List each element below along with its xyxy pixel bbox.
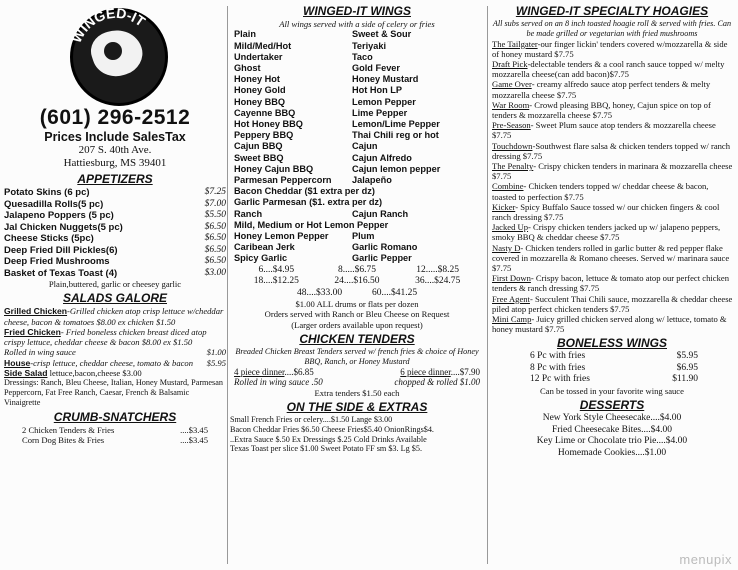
wing-flavor: Thai Chili reg or hot [352, 130, 439, 141]
divider [487, 6, 488, 564]
item-name: Corn Dog Bites & Fries [22, 435, 105, 446]
wing-flavor: Lemon Pepper [352, 96, 416, 107]
item-name: 2 Chicken Tenders & Fries [22, 424, 115, 435]
hoagie-name: Touchdown [492, 140, 533, 151]
item-price: $6.95 [676, 362, 698, 373]
address-line-2: Hattiesburg, MS 39401 [63, 157, 167, 169]
wing-flavor-grid [230, 29, 484, 186]
tenders-options: 4 piece dinner....$6.85 6 piece dinner....$7.90 Rolled in wing sauce .50 chopped & rolled $1.00 [234, 366, 480, 388]
hoagie-name: First Down [492, 273, 531, 284]
appetizer-item [4, 245, 226, 257]
wing-flavor: Teriyaki [352, 40, 387, 51]
wing-flavor: Honey Mustard [352, 74, 419, 85]
phone-number[interactable]: (601) 296-2512 [39, 106, 191, 129]
bacon-cheddar-flavor: Bacon Cheddar ($1 extra per dz) [234, 186, 375, 197]
address-line-1: 207 S. 40th Ave. [78, 144, 152, 156]
salad-grilled: Grilled Chicken-Grilled chicken atop crisp lettuce w/cheddar cheese, bacon & tomatoes $8.00 ex chicken $1.50 [4, 306, 224, 327]
item-price: $3.00 [204, 267, 226, 278]
wing-flavor: Hot Hon LP [352, 85, 403, 96]
salad-side: Side Salad lettuce,bacon,cheese $3.00 [4, 368, 142, 379]
hoagie-desc: -Southwest flare salsa & chicken tenders topped w/ ranch dressing $7.75 [492, 140, 731, 161]
boneless-item [490, 374, 734, 386]
wing-flavor: Honey BBQ [234, 96, 286, 107]
wing-flavor: Sweet BBQ [234, 152, 284, 163]
hoagie-desc: - Crowd pleasing BBQ, honey, Cajun spice on top of tenders & mozzarella cheese $7.75 [492, 99, 711, 121]
side-line-3: ..Extra Sauce $.50 Ex Dressings $.25 Cold Drinks Available [230, 434, 427, 444]
item-name: 6 Pc with fries [530, 351, 586, 362]
wing-flavor: Spicy Garlic [234, 253, 288, 264]
item-name: Potato Skins (6 pc) [4, 187, 90, 198]
hoagie-name: Nasty D [492, 242, 521, 253]
desserts-title: DESSERTS [579, 398, 645, 413]
item-price: $7.25 [204, 187, 226, 197]
item-name: Deep Fried Mushrooms [4, 256, 110, 267]
side-line-2: Bacon Cheddar Fries $6.50 Cheese Fries$5.40 OnionRings$4. [230, 424, 434, 434]
wing-flavor: Lime Pepper [352, 107, 408, 118]
hoagie-name: Draft Pick [492, 59, 528, 69]
wing-flavor: Ghost [234, 62, 261, 73]
boneless-title: BONELESS WINGS [556, 336, 667, 351]
side-extras-title: ON THE SIDE & EXTRAS [286, 400, 428, 415]
wings-subtitle: All wings served with a side of celery or fries [279, 19, 435, 29]
hoagies-subtitle: All subs served on an 8 inch toasted hoagie roll & served with fries. Can be made grilled or vegetarian with fried mushrooms [492, 19, 732, 38]
wing-flavor: Cajun [352, 141, 378, 152]
wing-prices [230, 265, 484, 288]
appetizer-item [4, 233, 226, 245]
dessert-item: Key Lime or Chocolate trio Pie....$4.00 [536, 436, 688, 447]
hoagie-name: Mini Camp [492, 314, 532, 325]
middle-column [230, 0, 484, 570]
kids-item [22, 425, 208, 435]
wings-note-3: (Larger orders available upon request) [291, 319, 423, 330]
wing-flavor: Gold Fever [352, 62, 400, 73]
wing-flavor: Honey Gold [234, 85, 286, 96]
wing-price: 60....$41.25 [371, 287, 418, 298]
winged-it-logo [62, 4, 170, 104]
hoagie-desc: - Juicy grilled chicken served along w/ lettuce, tomato & honey mustard $7.75 [492, 314, 727, 335]
wing-price: 18....$12.25 [253, 276, 299, 287]
wing-flavor: Honey Cajun BBQ [234, 163, 314, 174]
item-price: $7.00 [204, 198, 226, 209]
side-line-1: Small French Fries or celery....$1.50 Lange $3.00 [230, 415, 393, 425]
salad-fried-wing: Rolled in wing sauce $1.00 [4, 347, 226, 358]
hoagie-desc: -our finger lickin' tenders covered w/mozzarella & side of honey mustard $7.75 [492, 38, 728, 59]
dessert-item: New York Style Cheesecake....$4.00 [542, 413, 682, 424]
wing-price: 48....$33.00 [296, 287, 343, 298]
wing-flavor-grid-2 [230, 209, 484, 220]
wing-flavor: Cajun BBQ [234, 141, 283, 152]
appetizer-item [4, 222, 226, 234]
wing-flavor: Cayenne BBQ [234, 107, 296, 118]
hoagie-item [492, 294, 734, 314]
wing-flavor-grid-3 [230, 231, 484, 265]
hoagies-title: WINGED-IT SPECIALTY HOAGIES [515, 4, 709, 18]
side-line-4: Texas Toast per slice $1.00 Sweet Potato FF sm $3. Lg $5. [230, 444, 423, 454]
item-price: $6.50 [204, 244, 226, 255]
wing-flavor: Mild/Med/Hot [234, 40, 292, 51]
appetizer-list [4, 187, 226, 279]
kids-item [22, 435, 208, 445]
item-name: Jalapeno Poppers (5 pc) [4, 210, 114, 221]
item-price: $5.95 [676, 351, 698, 362]
item-name: Deep Fried Dill Pickles(6) [4, 244, 118, 256]
item-name: 12 Pc with fries [530, 374, 590, 385]
wings-title: WINGED-IT WINGS [303, 4, 411, 18]
item-name: Quesadilla Rolls(5 pc) [4, 198, 104, 210]
hoagie-name: The Penalty [492, 161, 534, 172]
wing-flavor: Peppery BBQ [234, 130, 294, 141]
hoagie-list [490, 39, 734, 335]
wing-prices-last [230, 288, 484, 300]
wing-flavor: Garlic Pepper [352, 253, 412, 264]
hoagie-item [492, 120, 734, 140]
hoagie-desc: - Sweet Plum sauce atop tenders & mozzarella cheese $7.75 [492, 120, 716, 141]
wing-flavor: Garlic Romano [352, 242, 418, 253]
tenders-desc: Breaded Chicken Breast Tenders served w/ french fries & choice of Honey BBQ, Ranch, or Honey Mustard [235, 346, 479, 366]
wing-flavor: Honey Lemon Pepper [234, 230, 329, 241]
dressings-list: Dressings: Ranch, Bleu Cheese, Italian, Honey Mustard, Parmesan Peppercorn, Fat Free Ranch, Caesar, French & Balsamic Vinaigrette [4, 378, 223, 407]
appetizer-item [4, 187, 226, 199]
hoagie-item [492, 222, 734, 242]
hoagie-desc: - Crispy chicken tenders in marinara & mozzarella cheese $7.75 [492, 161, 733, 182]
hoagie-desc: - Succulent Thai Chili sauce, mozzarella & cheddar cheese piled atop perfect chicken tenders $7.75 [492, 293, 733, 314]
appetizer-item [4, 199, 226, 211]
wings-note-1: $1.00 ALL drums or flats per dozen [295, 299, 419, 310]
hoagie-desc: - Chicken tenders topped w/ cheddar cheese & bacon, toasted to perfection $7.75 [492, 181, 709, 202]
crumb-list [4, 425, 226, 446]
svg-text:WINGED-IT: WINGED-IT [67, 4, 149, 46]
tax-note: Prices Include SalesTax [44, 130, 186, 144]
hoagie-item [492, 161, 734, 181]
wing-flavor: Jalapeño [352, 174, 392, 185]
divider [227, 6, 228, 564]
hoagie-item [492, 59, 734, 79]
hoagie-desc: - Crispy bacon, lettuce & tomato atop our perfect chicken tenders & ranch dressing $7.75 [492, 273, 729, 294]
wing-flavor: Undertaker [234, 51, 283, 62]
crumb-title: CRUMB-SNATCHERS [53, 409, 177, 424]
mild-medium-hot-flavor: Mild, Medium or Hot Lemon Pepper [234, 219, 389, 230]
wing-flavor: Plum [352, 230, 375, 241]
hoagie-name: Free Agent [492, 293, 530, 304]
garlic-parmesan-flavor: Garlic Parmesan ($1. extra per dz) [234, 197, 383, 208]
boneless-list [490, 351, 734, 386]
appetizer-item [4, 268, 226, 280]
hoagie-item [492, 181, 734, 201]
tenders-extra: Extra tenders $1.50 each [314, 387, 400, 398]
appetizer-item [4, 210, 226, 222]
boneless-item [490, 351, 734, 363]
wing-flavor: Taco [352, 51, 373, 62]
wing-flavor: Hot Honey BBQ [234, 118, 303, 129]
wing-flavor: Parmesan Peppercorn [234, 174, 332, 185]
wing-price: 24....$16.50 [334, 276, 380, 287]
hoagie-item [492, 39, 734, 59]
wing-flavor: Lemon/Lime Pepper [352, 118, 440, 129]
item-price: ....$3.45 [180, 424, 208, 435]
item-price: $6.50 [204, 233, 226, 243]
wing-flavor: Ranch [234, 208, 263, 219]
wing-flavor: Cajun Alfredo [352, 152, 412, 163]
dessert-list [490, 413, 734, 459]
hoagie-name: War Room [492, 99, 530, 110]
item-price: ....$3.45 [180, 435, 208, 446]
item-name: Basket of Texas Toast (4) [4, 267, 118, 279]
wing-price: 6....$4.95 [258, 264, 295, 275]
hoagie-desc: -delectable tenders & a cool ranch sauce topped w/ melty mozzarella cheese(can add bacon)$7.75 [492, 59, 725, 80]
hoagie-desc: - Chicken tenders rolled in garlic butter & red pepper flake covered in mozzarella & Romano cheeses. Served w/ marinara sauce $7.75 [492, 242, 730, 274]
wing-price: 12.....$8.25 [416, 264, 460, 275]
watermark: menupix [679, 552, 732, 567]
item-price: $6.50 [204, 256, 226, 266]
hoagie-item [492, 202, 734, 222]
item-name: Cheese Sticks (5pc) [4, 233, 94, 244]
boneless-note: Can be tossed in your favorite wing sauce [540, 385, 684, 396]
wing-price: 36....$24.75 [415, 276, 461, 287]
hoagie-item [492, 273, 734, 293]
right-column [490, 0, 734, 570]
wing-flavor: Sweet & Sour [352, 29, 412, 40]
wing-flavor: Honey Hot [234, 74, 280, 85]
item-price: $6.50 [204, 221, 226, 232]
wing-price: 8.....$6.75 [337, 264, 376, 275]
hoagie-name: Pre-Season [492, 120, 531, 131]
hoagie-item [492, 100, 734, 120]
tenders-title: CHICKEN TENDERS [299, 331, 415, 346]
wing-flavor: Plain [234, 29, 256, 40]
appetizer-item [4, 256, 226, 268]
hoagie-name: Kicker [492, 201, 516, 212]
wing-flavor: Cajun Ranch [352, 208, 409, 219]
item-price: $11.90 [672, 374, 698, 385]
hoagie-item [492, 243, 734, 274]
hoagie-desc: - Spicy Buffalo Sauce tossed w/ our chicken fingers & cool ranch dressing $7.75 [492, 201, 720, 223]
salad-fried: Fried Chicken- Fried boneless chicken breast diced atop crispy lettuce, cheddar cheese & bacon $8.00 ex $1.50 [4, 326, 207, 348]
item-name: Jal Chicken Nuggets(5 pc) [4, 221, 123, 233]
item-name: 8 Pc with fries [530, 362, 586, 373]
salad-house: House-crisp lettuce, cheddar cheese, tomato & bacon $5.95 [4, 357, 226, 368]
wing-flavor: Caribean Jerk [234, 242, 295, 253]
hoagie-item [492, 79, 734, 99]
hoagie-desc: - Crispy chicken tenders jacked up w/ jalapeno peppers, smoky BBQ & cheddar cheese $7.75 [492, 222, 721, 243]
toast-note: Plain,buttered, garlic or cheesey garlic [48, 279, 182, 289]
hoagie-item [492, 141, 734, 161]
hoagie-item [492, 314, 734, 334]
hoagie-name: Jacked Up [492, 222, 529, 233]
wing-flavor: Cajun lemon pepper [352, 163, 441, 174]
hoagie-name: Game Over [492, 79, 532, 90]
hoagie-desc: - creamy alfredo sauce atop perfect tenders & melty mozzarella cheese $7.75 [492, 79, 711, 100]
boneless-item [490, 363, 734, 375]
left-column [4, 0, 226, 570]
dessert-item: Homemade Cookies....$1.00 [557, 447, 667, 458]
salads-title: SALADS GALORE [62, 291, 167, 306]
wings-note-2: Orders served with Ranch or Bleu Cheese on Request [264, 309, 450, 320]
hoagie-name: The Tailgater [492, 38, 538, 49]
item-price: $5.50 [204, 210, 226, 220]
hoagie-name: Combine [492, 181, 524, 192]
dessert-item: Fried Cheesecake Bites....$4.00 [551, 424, 673, 435]
appetizers-title: APPETIZERS [77, 172, 153, 186]
